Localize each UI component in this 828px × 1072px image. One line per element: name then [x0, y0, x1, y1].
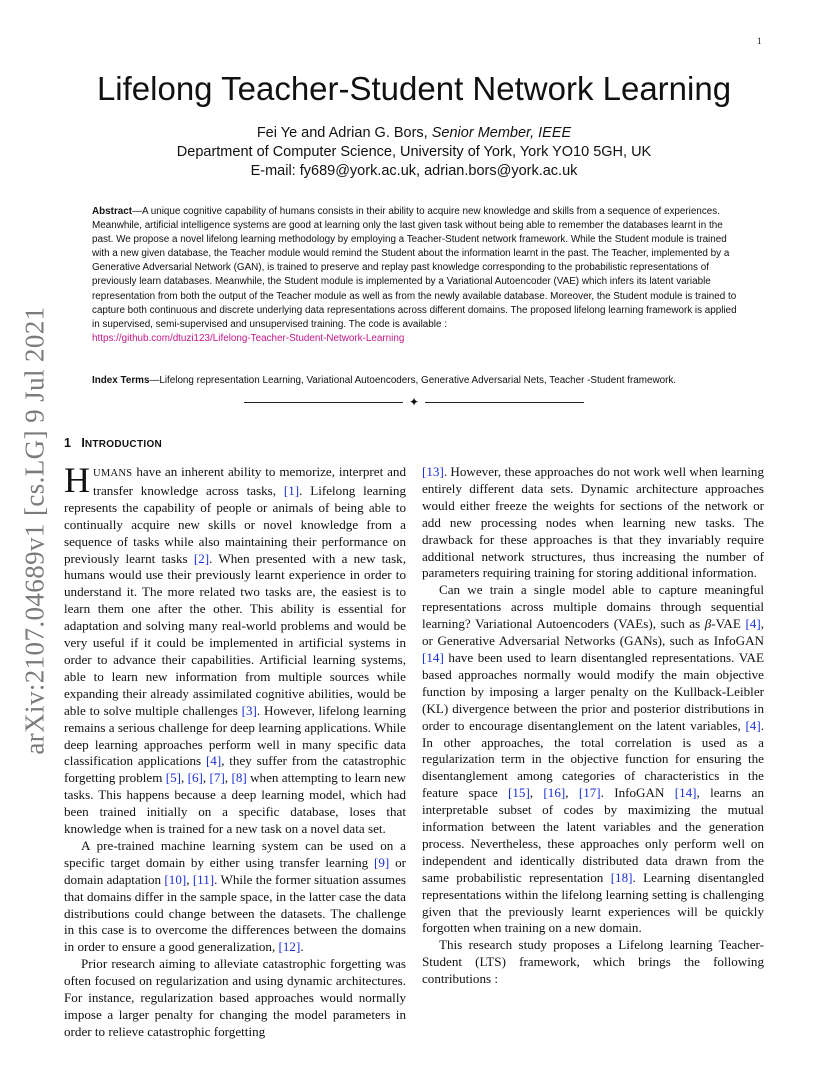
- abstract-label: Abstract: [92, 206, 133, 217]
- beta-symbol: β: [704, 616, 712, 632]
- author-membership: Senior Member, IEEE: [431, 125, 572, 141]
- body-paragraph: [64, 956, 406, 1041]
- code-link[interactable]: https://github.com/dtuzi123/Lifelong-Teacher-Student-Network-Learning: [92, 332, 405, 344]
- author-names: Fei Ye and Adrian G. Bors,: [256, 125, 428, 141]
- body-text: . InfoGAN: [600, 785, 675, 801]
- author-block: [0, 124, 828, 181]
- body-paragraph: [64, 838, 406, 956]
- divider-rule-right: [425, 402, 584, 403]
- body-text: ,: [224, 770, 232, 786]
- citation-link[interactable]: [10]: [164, 871, 187, 887]
- divider-rule-left: [244, 402, 403, 403]
- body-text: . While the former situation assumes that domains differ in the sample space, in the latter case the data distributions could change between the datasets. The challenge in this case is to overcome the differences between the domains in order to ensure a good generalization,: [64, 871, 407, 955]
- body-paragraph: [422, 582, 764, 937]
- index-terms: [92, 374, 740, 388]
- citation-link[interactable]: [14]: [422, 649, 444, 665]
- small-caps-lead: UMANS: [93, 468, 133, 479]
- body-text: . Learning disentangled representations within the lifelong learning setting is challenging given that the previously learnt experiences will be quickly forgotten when training on a new domain.: [422, 869, 764, 936]
- section-title-rest: NTRODUCTION: [84, 439, 163, 450]
- citation-link[interactable]: [6]: [187, 770, 203, 786]
- abstract-text: —A unique cognitive capability of humans consists in their ability to acquire new knowledge and skills from a sequence of experiences. Meanwhile, artificial intelligence systems are good at learning only the last given task without being able to remember the databases learnt in the past. We propose a novel lifelong learning methodology by employing a Teacher-Student network framework. While the Student module is trained with a new given database, the Teacher module would remind the Student about the information learnt in the past. The Teacher, implemented by a Generative Adversarial Network (GAN), is trained to preserve and replay past knowledge corresponding to the probabilistic representations of previously learn databases. Meanwhile, the Student module is implemented by a Variational Autoencoder (VAE) which infers its latent variable representation from both the output of the Teacher module as well as from the newly available database. Moreover, the Student module is trained to capture both continuous and discrete underlying data representations across different domains. The proposed lifelong learning framework is applied in supervised, semi-supervised and unsupervised training. The code is available :: [92, 206, 737, 330]
- citation-link[interactable]: [5]: [165, 770, 182, 786]
- body-paragraph: [422, 937, 764, 988]
- body-text: . However, these approaches do not work well when learning entirely different data sets. Dynamic architecture approaches would either freeze the weights for sections of the network or add new processing nodes when learning new tasks. The drawback for these approaches is that they invariably require additional network structures, thus increasing the number of parameters requiring training for storing additional information.: [422, 464, 764, 581]
- drop-cap: H: [64, 460, 90, 500]
- section-divider: [244, 394, 584, 410]
- body-text: , learns an interpretable subset of codes by maximizing the mutual information between the latent variables and the generation process. Nevertheless, these approaches only perform well on independent and identically distributed data drawn from the same probabilistic representation: [422, 785, 765, 885]
- body-text: when attempting to learn new tasks. This happens because a deep learning model, which had been trained initially on a specific database, loses that knowledge when is trained for a new task on a novel data set.: [64, 770, 406, 837]
- affiliation: Department of Computer Science, University of York, York YO10 5GH, UK: [176, 144, 652, 160]
- author-line: [0, 124, 828, 143]
- citation-link[interactable]: [7]: [209, 770, 225, 786]
- citation-link[interactable]: [17]: [578, 785, 601, 801]
- body-text: Can we train a single model able to capture meaningful representations across multiple domains through sequential learning? Variational Autoencoders (VAEs), such as: [422, 582, 764, 632]
- section-title-initial: I: [81, 436, 85, 450]
- body-text: have an inherent ability to memorize, interpret and transfer knowledge across tasks,: [93, 464, 406, 498]
- body-text: ,: [565, 785, 579, 801]
- body-text: have been used to learn disentangled representations. VAE based approaches normally would modify the main objective function by imposing a larger penalty on the Kullback-Leibler (KL) divergence between the prior and posterior distributions in order to encourage disentanglement on the latent variables,: [422, 649, 764, 733]
- section-heading: [64, 436, 162, 450]
- body-text: ,: [202, 770, 210, 786]
- body-text: This research study proposes a Lifelong learning Teacher-Student (LTS) framework, which brings the following contributions :: [422, 937, 764, 987]
- author-email: E-mail: fy689@york.ac.uk, adrian.bors@york.ac.uk: [250, 163, 578, 179]
- body-text: . In other approaches, the total correlation is used as a regularization term in the objective function for ensuring the disentanglement among categories of characteristics in the feature space: [422, 717, 764, 801]
- divider-ornament-icon: ✦: [408, 395, 420, 409]
- paper-title: Lifelong Teacher-Student Network Learning: [96, 70, 732, 107]
- body-text: . Lifelong learning represents the capability of people or animals of being able to continually acquire new skills or novel knowledge from a sequence of tasks while also maintaining their performance on previously learnt tasks: [64, 482, 406, 566]
- citation-link[interactable]: [14]: [674, 785, 697, 801]
- body-text: or domain adaptation: [64, 854, 406, 887]
- body-text: ,: [529, 785, 544, 801]
- body-column-right: [422, 464, 764, 988]
- abstract: [92, 205, 740, 346]
- body-text: .: [300, 939, 304, 955]
- body-text: ,: [186, 871, 193, 887]
- citation-link[interactable]: [15]: [508, 785, 530, 801]
- citation-link[interactable]: [4]: [745, 616, 761, 632]
- body-column-left: [64, 460, 407, 1041]
- citation-link[interactable]: [3]: [241, 702, 257, 718]
- index-terms-text: —Lifelong representation Learning, Variational Autoencoders, Generative Adversarial Nets, Teacher -Student framework.: [149, 375, 677, 386]
- citation-link[interactable]: [1]: [283, 482, 300, 498]
- body-text: Prior research aiming to alleviate catastrophic forgetting was often focused on regularization and using dynamic architectures. For instance, regularization based approaches would normally impose a larger penalty for changing the model parameters in order to relieve catastrophic forgetting: [64, 956, 406, 1039]
- body-paragraph: [64, 460, 406, 838]
- arxiv-identifier: arXiv:2107.04689v1 [cs.LG] 9 Jul 2021: [19, 305, 50, 755]
- body-text: , or Generative Adversarial Networks (GANs), such as InfoGAN: [422, 616, 764, 649]
- citation-link[interactable]: [11]: [192, 871, 215, 887]
- body-text: -VAE: [711, 616, 746, 632]
- section-number: 1: [64, 436, 71, 450]
- body-text: A pre-trained machine learning system can be used on a specific target domain by either using transfer learning: [64, 837, 406, 870]
- citation-link[interactable]: [18]: [610, 869, 633, 885]
- body-text: . When presented with a new task, humans would use their previously learnt experience in order to understand it. The more related two tasks are, the easiest is to learn them one after the other. This ability is essential for adaptation and solving many real-world problems and would be very useful if it could be implemented in artificial systems in order to advance their capabilities. Artificial learning systems, able to learn new information from multiple sources while expanding their already assimilated cognitive abilities, would be able to solve multiple challenges: [64, 550, 406, 718]
- citation-link[interactable]: [16]: [543, 785, 566, 801]
- citation-link[interactable]: [9]: [374, 854, 390, 870]
- body-text: , they suffer from the catastrophic forgetting problem: [64, 753, 406, 786]
- citation-link[interactable]: [4]: [745, 717, 761, 733]
- page-number: 1: [757, 36, 762, 46]
- citation-link[interactable]: [8]: [231, 770, 247, 786]
- arxiv-side-stamp: [4, 300, 66, 760]
- citation-link[interactable]: [4]: [205, 753, 222, 769]
- citation-link[interactable]: [12]: [278, 939, 301, 955]
- citation-link[interactable]: [13]: [422, 464, 444, 479]
- citation-link[interactable]: [2]: [193, 550, 210, 566]
- index-terms-label: Index Terms: [92, 375, 150, 386]
- body-text: . However, lifelong learning remains a serious challenge for deep learning applications. While deep learning approaches perform well in many specific data classification applications: [64, 702, 406, 769]
- body-text: ,: [181, 770, 188, 786]
- body-paragraph: [422, 464, 764, 582]
